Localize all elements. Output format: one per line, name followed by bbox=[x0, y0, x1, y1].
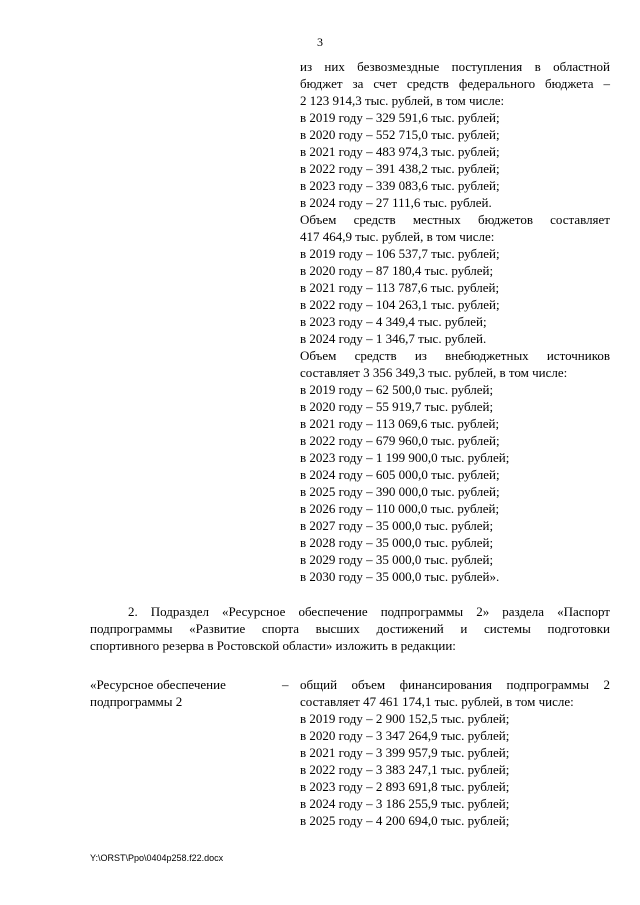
list-item: в 2023 году – 2 893 691,8 тыс. рублей; bbox=[300, 779, 510, 794]
list-item: в 2021 году – 483 974,3 тыс. рублей; bbox=[300, 144, 500, 159]
list-item: в 2019 году – 62 500,0 тыс. рублей; bbox=[300, 382, 494, 397]
list-item: в 2025 году – 4 200 694,0 тыс. рублей; bbox=[300, 813, 510, 828]
list-item: в 2022 году – 391 438,2 тыс. рублей; bbox=[300, 161, 500, 176]
federal-intro-line-1: из них безвозмездные поступления в областной bbox=[300, 59, 610, 74]
extrabudget-intro: Объем средств из внебюджетных источников bbox=[300, 348, 610, 363]
section-2-paragraph bbox=[90, 603, 610, 654]
list-item: в 2026 году – 110 000,0 тыс. рублей; bbox=[300, 501, 500, 516]
section-2-line-2: подпрограммы «Развитие спорта высших достижений и системы подготовки bbox=[90, 621, 610, 636]
list-item: в 2024 году – 605 000,0 тыс. рублей; bbox=[300, 467, 500, 482]
list-item: в 2024 году – 1 346,7 тыс. рублей. bbox=[300, 331, 487, 346]
list-item: в 2030 году – 35 000,0 тыс. рублей». bbox=[300, 569, 500, 584]
resource-label bbox=[90, 676, 260, 710]
page-number: 3 bbox=[317, 35, 323, 49]
subprogram-2-total: составляет 47 461 174,1 тыс. рублей, в том числе: bbox=[300, 694, 574, 709]
federal-years-list bbox=[300, 109, 610, 211]
subprogram-2-funding bbox=[300, 676, 610, 829]
federal-total: 2 123 914,3 тыс. рублей, в том числе: bbox=[300, 93, 505, 108]
list-item: в 2023 году – 4 349,4 тыс. рублей; bbox=[300, 314, 487, 329]
list-item: в 2029 году – 35 000,0 тыс. рублей; bbox=[300, 552, 494, 567]
list-item: в 2019 году – 2 900 152,5 тыс. рублей; bbox=[300, 711, 510, 726]
list-item: в 2028 году – 35 000,0 тыс. рублей; bbox=[300, 535, 494, 550]
subprogram-2-intro: общий объем финансирования подпрограммы 2 bbox=[300, 677, 610, 692]
list-item: в 2019 году – 106 537,7 тыс. рублей; bbox=[300, 246, 500, 261]
list-item: в 2020 году – 552 715,0 тыс. рублей; bbox=[300, 127, 500, 142]
list-item: в 2021 году – 3 399 957,9 тыс. рублей; bbox=[300, 745, 510, 760]
list-item: в 2020 году – 55 919,7 тыс. рублей; bbox=[300, 399, 494, 414]
label-dash: – bbox=[282, 677, 289, 692]
federal-intro-line-2: бюджет за счет средств федерального бюджета – bbox=[300, 76, 610, 91]
section-2-line-1: 2. Подраздел «Ресурсное обеспечение подпрограммы 2» раздела «Паспорт bbox=[128, 604, 610, 619]
local-years-list bbox=[300, 245, 610, 347]
funding-block-continued bbox=[300, 58, 610, 585]
list-item: в 2024 году – 27 111,6 тыс. рублей. bbox=[300, 195, 492, 210]
extrabudget-years-list bbox=[300, 381, 610, 585]
subprogram-2-years-list bbox=[300, 710, 610, 829]
list-item: в 2019 году – 329 591,6 тыс. рублей; bbox=[300, 110, 500, 125]
list-item: в 2020 году – 87 180,4 тыс. рублей; bbox=[300, 263, 494, 278]
local-total: 417 464,9 тыс. рублей, в том числе: bbox=[300, 229, 495, 244]
list-item: в 2021 году – 113 069,6 тыс. рублей; bbox=[300, 416, 500, 431]
file-path-footer: Y:\ORST\Ppo\0404p258.f22.docx bbox=[90, 853, 224, 863]
list-item: в 2022 году – 679 960,0 тыс. рублей; bbox=[300, 433, 500, 448]
list-item: в 2022 году – 3 383 247,1 тыс. рублей; bbox=[300, 762, 510, 777]
list-item: в 2021 году – 113 787,6 тыс. рублей; bbox=[300, 280, 500, 295]
section-2-line-3: спортивного резерва в Ростовской области» изложить в редакции: bbox=[90, 638, 456, 653]
list-item: в 2020 году – 3 347 264,9 тыс. рублей; bbox=[300, 728, 510, 743]
list-item: в 2024 году – 3 186 255,9 тыс. рублей; bbox=[300, 796, 510, 811]
resource-label-line-2: подпрограммы 2 bbox=[90, 694, 183, 709]
list-item: в 2027 году – 35 000,0 тыс. рублей; bbox=[300, 518, 494, 533]
list-item: в 2022 году – 104 263,1 тыс. рублей; bbox=[300, 297, 500, 312]
local-intro: Объем средств местных бюджетов составляет bbox=[300, 212, 610, 227]
list-item: в 2025 году – 390 000,0 тыс. рублей; bbox=[300, 484, 500, 499]
extrabudget-total: составляет 3 356 349,3 тыс. рублей, в том числе: bbox=[300, 365, 568, 380]
list-item: в 2023 году – 339 083,6 тыс. рублей; bbox=[300, 178, 500, 193]
resource-label-line-1: «Ресурсное обеспечение bbox=[90, 677, 226, 692]
list-item: в 2023 году – 1 199 900,0 тыс. рублей; bbox=[300, 450, 510, 465]
